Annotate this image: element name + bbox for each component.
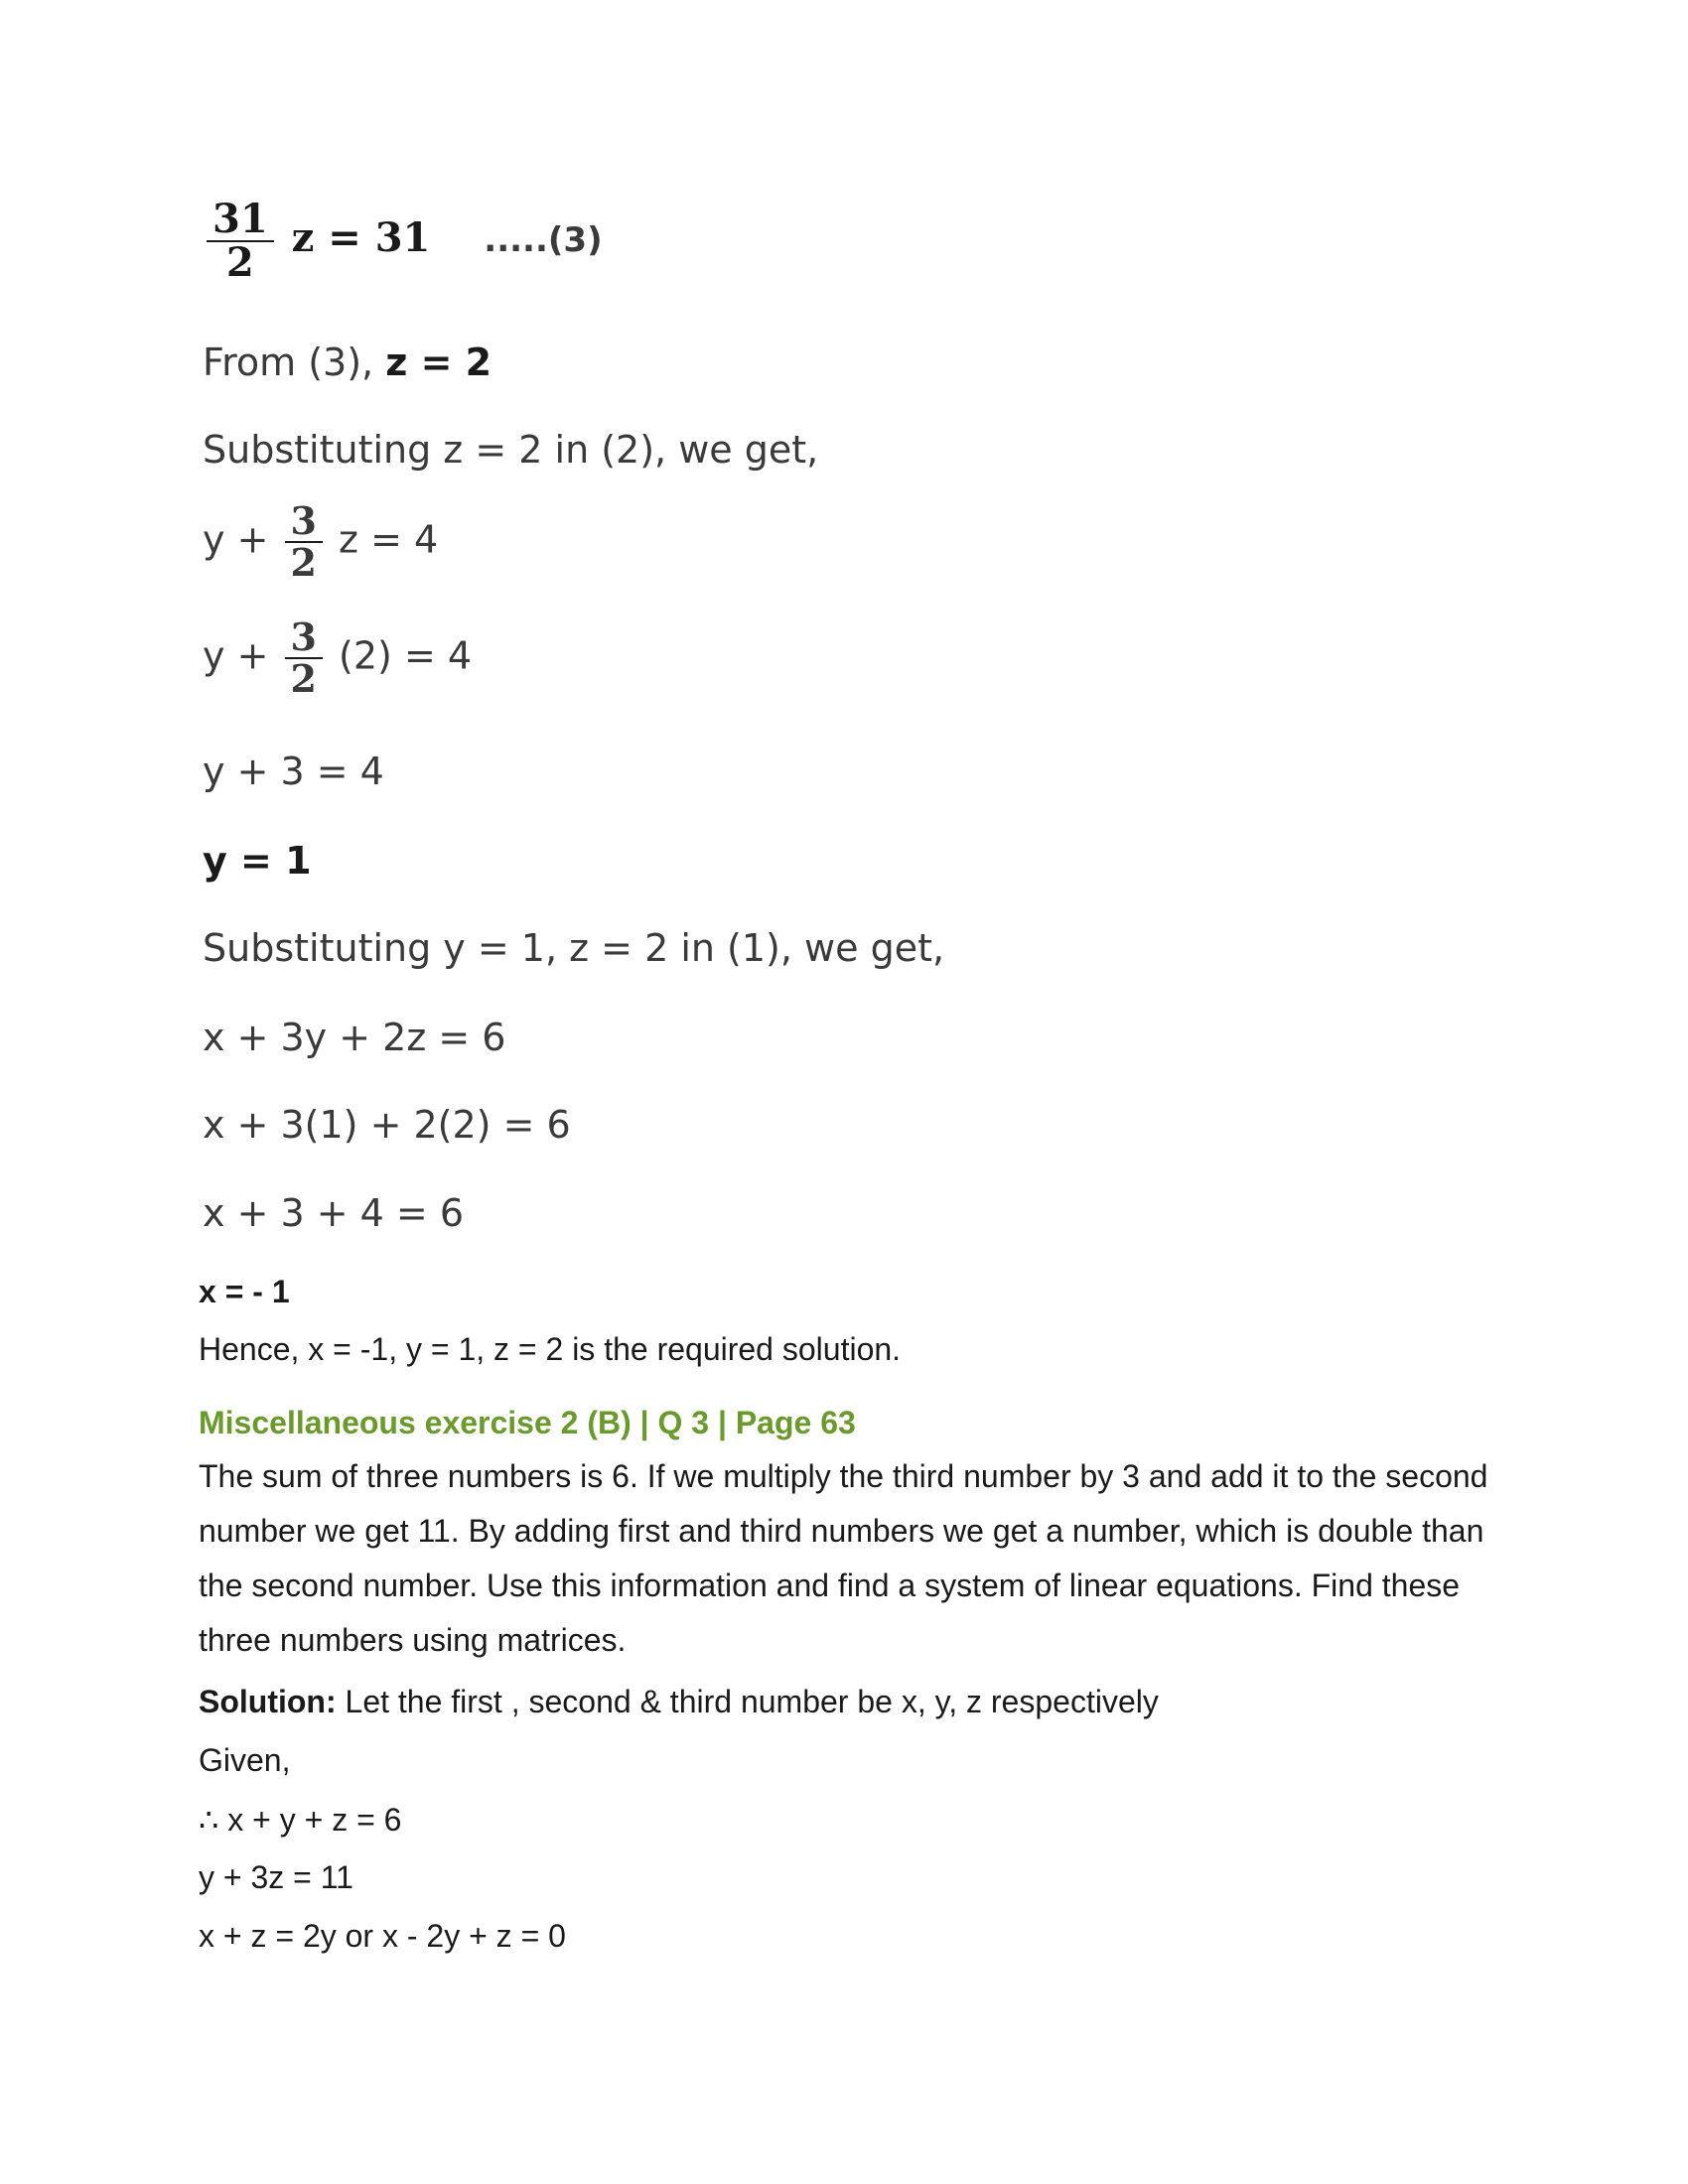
- hence-line: Hence, x = -1, y = 1, z = 2 is the required solution.: [199, 1331, 902, 1367]
- solution-line: [199, 1684, 1159, 1720]
- equation-b-post: (2) = 4: [339, 633, 473, 678]
- equation-a-post: z = 4: [339, 517, 439, 562]
- fraction-denominator: 2: [290, 539, 317, 585]
- equation-b: [203, 614, 473, 701]
- fraction-3-over-2: [285, 614, 323, 701]
- equation-3-ref: .....(3): [484, 220, 603, 260]
- equation-3: [203, 196, 603, 286]
- given-equation-1: ∴ x + y + z = 6: [199, 1802, 402, 1838]
- substituting-yz-line: Substituting y = 1, z = 2 in (1), we get,: [203, 926, 945, 970]
- x-equation-3: x + 3 + 4 = 6: [203, 1191, 465, 1235]
- equation-a-pre: y +: [203, 517, 281, 562]
- solution-label: Solution:: [199, 1684, 337, 1719]
- fraction-31-over-2: [207, 196, 274, 286]
- fraction-denominator: 2: [225, 239, 254, 286]
- x-equation-2: x + 3(1) + 2(2) = 6: [203, 1103, 571, 1147]
- x-result: x = - 1: [199, 1274, 290, 1309]
- from-3-line: [203, 341, 492, 384]
- question-text: The sum of three numbers is 6. If we multiply the third number by 3 and add it to the second number we get 11. By adding first and third numbers we get a number, which is double than the second number. Use this information and find a system of linear equations. Find these three numbers using matrices.: [199, 1458, 1488, 1658]
- from-3-text: From (3),: [203, 341, 386, 384]
- given-equation-2: y + 3z = 11: [199, 1859, 353, 1895]
- solution-text: Let the first , second & third number be x, y, z respectively: [336, 1684, 1159, 1719]
- question-heading: Miscellaneous exercise 2 (B) | Q 3 | Page 63: [199, 1405, 856, 1440]
- given-equation-3: x + z = 2y or x - 2y + z = 0: [199, 1918, 566, 1954]
- fraction-numerator: 3: [285, 617, 323, 659]
- z-result: z = 2: [385, 341, 492, 384]
- fraction-numerator: 31: [207, 199, 274, 242]
- fraction-denominator: 2: [290, 655, 317, 701]
- x-equation-1: x + 3y + 2z = 6: [203, 1016, 506, 1059]
- substituting-z-line: Substituting z = 2 in (2), we get,: [203, 428, 819, 472]
- equation-b-pre: y +: [203, 633, 281, 678]
- equation-3-rest: z = 31: [291, 214, 431, 261]
- y-result: y = 1: [203, 839, 312, 883]
- y-plus-3-line: y + 3 = 4: [203, 750, 384, 793]
- given-label: Given,: [199, 1742, 291, 1778]
- fraction-numerator: 3: [285, 501, 323, 543]
- fraction-3-over-2: [285, 498, 323, 585]
- equation-a: [203, 498, 439, 585]
